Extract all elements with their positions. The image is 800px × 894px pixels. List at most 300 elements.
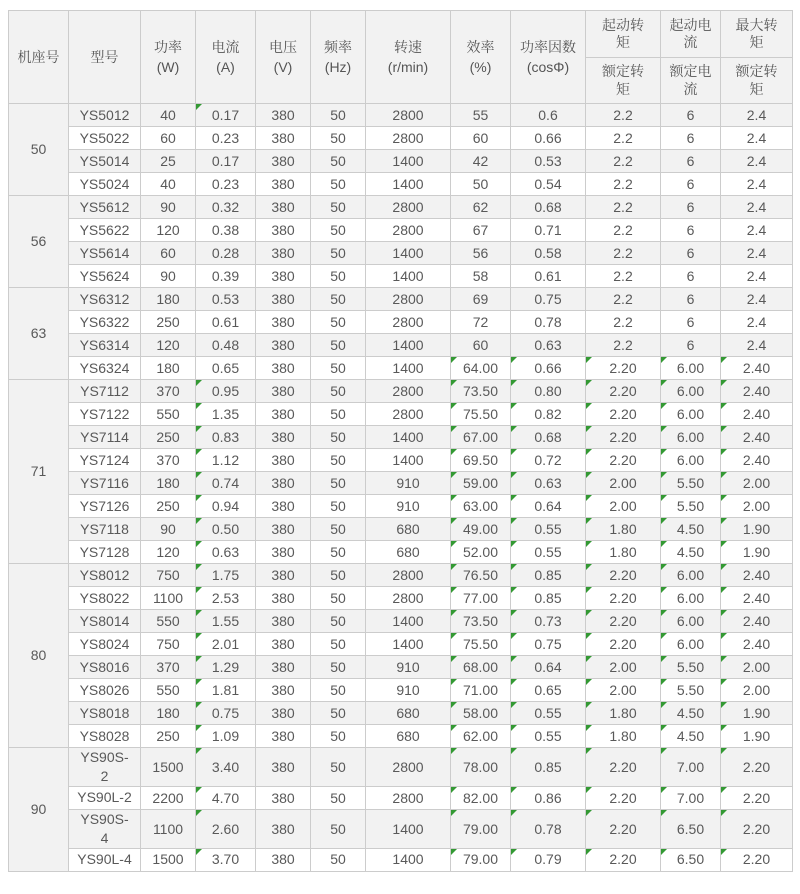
cell-max_torque_ratio: 2.4 — [721, 196, 793, 219]
cell-max_torque_ratio: 2.40 — [721, 587, 793, 610]
col-header-voltage-label: 电压 — [269, 38, 297, 55]
table-row — [9, 288, 793, 311]
cell-speed: 2800 — [366, 587, 451, 610]
cell-frequency: 50 — [311, 786, 366, 809]
cell-model — [69, 196, 141, 219]
cell-power: 120 — [141, 334, 196, 357]
cell-frequency: 50 — [311, 495, 366, 518]
cell-efficiency: 50 — [451, 173, 511, 196]
table-body — [9, 104, 793, 872]
cell-frequency: 50 — [311, 219, 366, 242]
cell-voltage: 380 — [256, 786, 311, 809]
table-row — [9, 334, 793, 357]
cell-start_current_ratio: 6 — [661, 150, 721, 173]
cell-voltage: 380 — [256, 541, 311, 564]
cell-speed: 2800 — [366, 288, 451, 311]
table-row — [9, 610, 793, 633]
col-header-power-factor — [511, 11, 586, 104]
model-text: YS5624 — [79, 267, 130, 284]
cell-current: 0.61 — [196, 311, 256, 334]
cell-power: 250 — [141, 311, 196, 334]
col-header-frequency-unit: (Hz) — [324, 59, 352, 75]
cell-frequency: 50 — [311, 702, 366, 725]
cell-power: 550 — [141, 403, 196, 426]
cell-current: 1.81 — [196, 679, 256, 702]
cell-start_current_ratio: 6 — [661, 127, 721, 150]
cell-start_current_ratio: 4.50 — [661, 518, 721, 541]
cell-max_torque_ratio: 2.00 — [721, 472, 793, 495]
cell-power: 370 — [141, 656, 196, 679]
cell-start_current_ratio: 5.50 — [661, 495, 721, 518]
table-row — [9, 495, 793, 518]
model-text: YS8012 — [79, 566, 130, 583]
cell-power_factor: 0.66 — [511, 357, 586, 380]
cell-voltage: 380 — [256, 219, 311, 242]
table-row — [9, 848, 793, 871]
cell-voltage: 380 — [256, 748, 311, 787]
cell-speed: 2800 — [366, 311, 451, 334]
model-text: YS7112 — [80, 382, 129, 399]
cell-frequency: 50 — [311, 104, 366, 127]
cell-model — [69, 633, 141, 656]
col-header-frame-label: 机座号 — [17, 48, 60, 65]
cell-start_current_ratio: 6 — [661, 219, 721, 242]
rated-torque-label-2: 额定转矩 — [735, 63, 778, 97]
cell-efficiency: 67 — [451, 219, 511, 242]
cell-power_factor: 0.78 — [511, 809, 586, 848]
cell-current: 1.29 — [196, 656, 256, 679]
cell-start_current_ratio: 6.00 — [661, 564, 721, 587]
cell-frequency: 50 — [311, 633, 366, 656]
cell-max_torque_ratio: 2.4 — [721, 127, 793, 150]
cell-voltage: 380 — [256, 196, 311, 219]
cell-max_torque_ratio: 2.4 — [721, 242, 793, 265]
cell-power: 250 — [141, 725, 196, 748]
cell-start_torque_ratio: 2.20 — [586, 848, 661, 871]
cell-speed: 680 — [366, 702, 451, 725]
cell-power_factor: 0.54 — [511, 173, 586, 196]
cell-start_torque_ratio: 2.00 — [586, 656, 661, 679]
cell-power_factor: 0.85 — [511, 587, 586, 610]
cell-voltage: 380 — [256, 518, 311, 541]
cell-start_torque_ratio: 1.80 — [586, 725, 661, 748]
table-header — [9, 11, 793, 104]
cell-power_factor: 0.71 — [511, 219, 586, 242]
cell-current: 3.40 — [196, 748, 256, 787]
cell-efficiency: 60 — [451, 334, 511, 357]
cell-start_current_ratio: 5.50 — [661, 472, 721, 495]
col-header-max-torque-ratio — [721, 11, 793, 104]
cell-frequency: 50 — [311, 656, 366, 679]
cell-power_factor: 0.79 — [511, 848, 586, 871]
cell-power: 90 — [141, 265, 196, 288]
cell-power: 120 — [141, 541, 196, 564]
cell-current: 0.50 — [196, 518, 256, 541]
cell-max_torque_ratio: 2.00 — [721, 656, 793, 679]
model-text: YS5014 — [79, 152, 130, 169]
cell-efficiency: 42 — [451, 150, 511, 173]
cell-voltage: 380 — [256, 380, 311, 403]
model-text: YS7124 — [79, 451, 130, 468]
cell-power_factor: 0.78 — [511, 311, 586, 334]
cell-max_torque_ratio: 1.90 — [721, 518, 793, 541]
cell-frequency: 50 — [311, 564, 366, 587]
cell-efficiency: 73.50 — [451, 380, 511, 403]
cell-frequency: 50 — [311, 242, 366, 265]
cell-speed: 1400 — [366, 426, 451, 449]
cell-voltage: 380 — [256, 725, 311, 748]
cell-efficiency: 75.50 — [451, 403, 511, 426]
col-header-start-torque-denominator — [586, 58, 660, 103]
cell-start_torque_ratio: 2.20 — [586, 809, 661, 848]
cell-efficiency: 60 — [451, 127, 511, 150]
cell-start_current_ratio: 6.00 — [661, 403, 721, 426]
col-header-voltage-unit: (V) — [273, 59, 293, 75]
cell-frequency: 50 — [311, 848, 366, 871]
model-text: YS8014 — [79, 612, 130, 629]
cell-model — [69, 334, 141, 357]
cell-power: 2200 — [141, 786, 196, 809]
table-row — [9, 809, 793, 848]
cell-power: 120 — [141, 219, 196, 242]
col-header-start-current-ratio — [661, 11, 721, 104]
cell-model — [69, 242, 141, 265]
cell-current: 0.53 — [196, 288, 256, 311]
cell-model — [69, 656, 141, 679]
col-header-efficiency — [451, 11, 511, 104]
cell-model — [69, 610, 141, 633]
cell-voltage: 380 — [256, 311, 311, 334]
table-row — [9, 311, 793, 334]
cell-frequency: 50 — [311, 357, 366, 380]
cell-power: 250 — [141, 495, 196, 518]
cell-start_current_ratio: 6 — [661, 288, 721, 311]
cell-max_torque_ratio: 1.90 — [721, 725, 793, 748]
cell-max_torque_ratio: 2.40 — [721, 403, 793, 426]
cell-model — [69, 426, 141, 449]
model-text: YS5024 — [79, 175, 130, 192]
table-row — [9, 748, 793, 787]
cell-model — [69, 541, 141, 564]
cell-power: 550 — [141, 610, 196, 633]
cell-start_torque_ratio: 2.20 — [586, 449, 661, 472]
cell-frequency: 50 — [311, 311, 366, 334]
cell-power: 180 — [141, 357, 196, 380]
motor-spec-table — [8, 10, 793, 872]
cell-frequency: 50 — [311, 587, 366, 610]
cell-current: 0.63 — [196, 541, 256, 564]
model-text: YS8024 — [79, 635, 130, 652]
cell-power_factor: 0.63 — [511, 334, 586, 357]
cell-model — [69, 495, 141, 518]
cell-power_factor: 0.86 — [511, 786, 586, 809]
cell-current: 0.23 — [196, 127, 256, 150]
cell-speed: 680 — [366, 725, 451, 748]
model-text: YS5622 — [79, 221, 130, 238]
cell-power_factor: 0.55 — [511, 702, 586, 725]
cell-power_factor: 0.6 — [511, 104, 586, 127]
cell-frequency: 50 — [311, 288, 366, 311]
model-text: YS7118 — [80, 520, 129, 537]
cell-speed: 2800 — [366, 403, 451, 426]
table-row — [9, 104, 793, 127]
cell-voltage: 380 — [256, 564, 311, 587]
cell-frequency: 50 — [311, 725, 366, 748]
cell-start_torque_ratio: 2.2 — [586, 265, 661, 288]
cell-start_torque_ratio: 2.20 — [586, 403, 661, 426]
cell-max_torque_ratio: 2.4 — [721, 150, 793, 173]
cell-speed: 1400 — [366, 242, 451, 265]
cell-current: 0.48 — [196, 334, 256, 357]
col-header-voltage — [256, 11, 311, 104]
cell-max_torque_ratio: 2.40 — [721, 357, 793, 380]
cell-model — [69, 150, 141, 173]
cell-frequency: 50 — [311, 809, 366, 848]
cell-current: 0.32 — [196, 196, 256, 219]
cell-model — [69, 472, 141, 495]
cell-max_torque_ratio: 2.4 — [721, 219, 793, 242]
cell-start_current_ratio: 6.00 — [661, 587, 721, 610]
cell-start_current_ratio: 5.50 — [661, 656, 721, 679]
model-text: YS7126 — [79, 497, 130, 514]
cell-speed: 2800 — [366, 748, 451, 787]
cell-power: 40 — [141, 173, 196, 196]
cell-efficiency: 76.50 — [451, 564, 511, 587]
col-header-efficiency-unit: (%) — [469, 59, 492, 75]
max-torque-label: 最大转矩 — [735, 16, 778, 50]
col-header-model-label: 型号 — [90, 48, 119, 65]
cell-speed: 1400 — [366, 809, 451, 848]
cell-speed: 680 — [366, 518, 451, 541]
cell-speed: 910 — [366, 679, 451, 702]
cell-start_torque_ratio: 1.80 — [586, 541, 661, 564]
cell-start_torque_ratio: 2.20 — [586, 426, 661, 449]
model-text: YS6322 — [79, 313, 130, 330]
cell-model — [69, 564, 141, 587]
cell-max_torque_ratio: 2.4 — [721, 288, 793, 311]
cell-max_torque_ratio: 2.4 — [721, 334, 793, 357]
cell-frequency: 50 — [311, 265, 366, 288]
cell-model — [69, 288, 141, 311]
cell-current: 4.70 — [196, 786, 256, 809]
cell-efficiency: 62 — [451, 196, 511, 219]
cell-start_torque_ratio: 2.00 — [586, 495, 661, 518]
cell-current: 2.53 — [196, 587, 256, 610]
cell-speed: 1400 — [366, 610, 451, 633]
cell-voltage: 380 — [256, 848, 311, 871]
cell-speed: 2800 — [366, 564, 451, 587]
model-text: YS6324 — [79, 359, 130, 376]
cell-max_torque_ratio: 2.40 — [721, 449, 793, 472]
cell-model — [69, 748, 141, 787]
cell-speed: 2800 — [366, 380, 451, 403]
table-row — [9, 633, 793, 656]
cell-speed: 680 — [366, 541, 451, 564]
cell-model — [69, 403, 141, 426]
header-row — [9, 11, 793, 104]
cell-frequency: 50 — [311, 127, 366, 150]
cell-speed: 2800 — [366, 219, 451, 242]
cell-power: 1500 — [141, 748, 196, 787]
cell-max_torque_ratio: 2.4 — [721, 311, 793, 334]
cell-power_factor: 0.73 — [511, 610, 586, 633]
cell-power: 180 — [141, 288, 196, 311]
cell-efficiency: 75.50 — [451, 633, 511, 656]
cell-max_torque_ratio: 2.40 — [721, 564, 793, 587]
cell-speed: 2800 — [366, 104, 451, 127]
model-text: YS7116 — [80, 474, 129, 491]
cell-start_torque_ratio: 2.20 — [586, 357, 661, 380]
cell-power_factor: 0.80 — [511, 380, 586, 403]
cell-voltage: 380 — [256, 702, 311, 725]
cell-current: 0.17 — [196, 150, 256, 173]
cell-max_torque_ratio: 2.4 — [721, 173, 793, 196]
cell-voltage: 380 — [256, 403, 311, 426]
col-header-power-factor-unit: (cosΦ) — [526, 59, 570, 75]
table-row — [9, 219, 793, 242]
model-text: YS7122 — [79, 405, 130, 422]
cell-model — [69, 809, 141, 848]
start-current-label: 起动电流 — [669, 16, 712, 50]
cell-start_current_ratio: 6 — [661, 334, 721, 357]
cell-start_torque_ratio: 2.2 — [586, 288, 661, 311]
table-row — [9, 702, 793, 725]
cell-max_torque_ratio: 2.00 — [721, 495, 793, 518]
cell-efficiency: 68.00 — [451, 656, 511, 679]
model-text: YS8028 — [79, 727, 130, 744]
col-header-current-label: 电流 — [211, 38, 240, 55]
cell-power: 60 — [141, 242, 196, 265]
col-header-power — [141, 11, 196, 104]
cell-power: 60 — [141, 127, 196, 150]
cell-speed: 1400 — [366, 633, 451, 656]
cell-power_factor: 0.55 — [511, 518, 586, 541]
cell-max_torque_ratio: 2.40 — [721, 426, 793, 449]
model-text: YS6314 — [79, 336, 130, 353]
cell-start_torque_ratio: 2.20 — [586, 633, 661, 656]
model-text: YS5022 — [79, 129, 130, 146]
cell-voltage: 380 — [256, 472, 311, 495]
cell-power_factor: 0.58 — [511, 242, 586, 265]
col-header-power-factor-label: 功率因数 — [520, 38, 576, 55]
table-row — [9, 380, 793, 403]
cell-speed: 2800 — [366, 127, 451, 150]
cell-start_torque_ratio: 2.20 — [586, 748, 661, 787]
cell-model — [69, 848, 141, 871]
cell-max_torque_ratio: 2.20 — [721, 848, 793, 871]
col-header-speed-label: 转速 — [394, 38, 422, 55]
cell-power_factor: 0.68 — [511, 196, 586, 219]
table-row — [9, 518, 793, 541]
cell-max_torque_ratio: 2.00 — [721, 679, 793, 702]
cell-speed: 2800 — [366, 786, 451, 809]
cell-efficiency: 58.00 — [451, 702, 511, 725]
cell-power_factor: 0.82 — [511, 403, 586, 426]
model-text: YS5614 — [79, 244, 130, 261]
col-header-frequency-label: 频率 — [324, 38, 352, 55]
cell-voltage: 380 — [256, 150, 311, 173]
cell-power_factor: 0.64 — [511, 656, 586, 679]
rated-current-label: 额定电流 — [669, 63, 712, 97]
col-header-model — [69, 11, 141, 104]
col-header-max-torque-denominator — [721, 58, 792, 103]
col-header-speed — [366, 11, 451, 104]
table-row — [9, 196, 793, 219]
col-header-power-label: 功率 — [154, 38, 182, 55]
cell-efficiency: 55 — [451, 104, 511, 127]
cell-model — [69, 587, 141, 610]
cell-efficiency: 64.00 — [451, 357, 511, 380]
cell-max_torque_ratio: 1.90 — [721, 702, 793, 725]
table-row — [9, 541, 793, 564]
cell-efficiency: 62.00 — [451, 725, 511, 748]
col-header-power-unit: (W) — [156, 59, 180, 75]
cell-power: 1100 — [141, 587, 196, 610]
cell-power: 750 — [141, 633, 196, 656]
cell-max_torque_ratio: 2.20 — [721, 786, 793, 809]
cell-efficiency: 56 — [451, 242, 511, 265]
cell-max_torque_ratio: 2.40 — [721, 633, 793, 656]
cell-power_factor: 0.75 — [511, 633, 586, 656]
cell-start_current_ratio: 6.00 — [661, 426, 721, 449]
cell-frequency: 50 — [311, 426, 366, 449]
cell-current: 1.55 — [196, 610, 256, 633]
cell-current: 0.39 — [196, 265, 256, 288]
cell-max_torque_ratio: 2.20 — [721, 809, 793, 848]
cell-efficiency: 52.00 — [451, 541, 511, 564]
cell-speed: 1400 — [366, 357, 451, 380]
cell-current: 0.83 — [196, 426, 256, 449]
col-header-frequency — [311, 11, 366, 104]
cell-frequency: 50 — [311, 150, 366, 173]
cell-model — [69, 725, 141, 748]
rated-torque-label: 额定转矩 — [602, 63, 644, 97]
cell-speed: 910 — [366, 495, 451, 518]
cell-speed: 1400 — [366, 150, 451, 173]
cell-speed: 2800 — [366, 196, 451, 219]
cell-speed: 1400 — [366, 449, 451, 472]
cell-voltage: 380 — [256, 288, 311, 311]
cell-speed: 910 — [366, 656, 451, 679]
cell-frame: 90 — [9, 748, 69, 872]
model-text: YS8018 — [79, 704, 130, 721]
cell-frequency: 50 — [311, 196, 366, 219]
cell-frequency: 50 — [311, 472, 366, 495]
cell-model — [69, 265, 141, 288]
cell-power: 1100 — [141, 809, 196, 848]
cell-power: 40 — [141, 104, 196, 127]
cell-frame: 80 — [9, 564, 69, 748]
cell-start_torque_ratio: 1.80 — [586, 518, 661, 541]
cell-start_current_ratio: 6 — [661, 265, 721, 288]
cell-power: 90 — [141, 518, 196, 541]
table-row — [9, 725, 793, 748]
cell-efficiency: 69.50 — [451, 449, 511, 472]
cell-current: 0.74 — [196, 472, 256, 495]
cell-start_torque_ratio: 2.2 — [586, 127, 661, 150]
cell-model — [69, 518, 141, 541]
cell-voltage: 380 — [256, 334, 311, 357]
cell-power: 370 — [141, 380, 196, 403]
col-header-efficiency-label: 效率 — [466, 38, 495, 55]
cell-start_current_ratio: 6 — [661, 311, 721, 334]
table-row — [9, 472, 793, 495]
cell-power_factor: 0.61 — [511, 265, 586, 288]
cell-start_current_ratio: 6 — [661, 242, 721, 265]
table-row — [9, 242, 793, 265]
model-text: YS5612 — [79, 198, 130, 215]
cell-model — [69, 127, 141, 150]
